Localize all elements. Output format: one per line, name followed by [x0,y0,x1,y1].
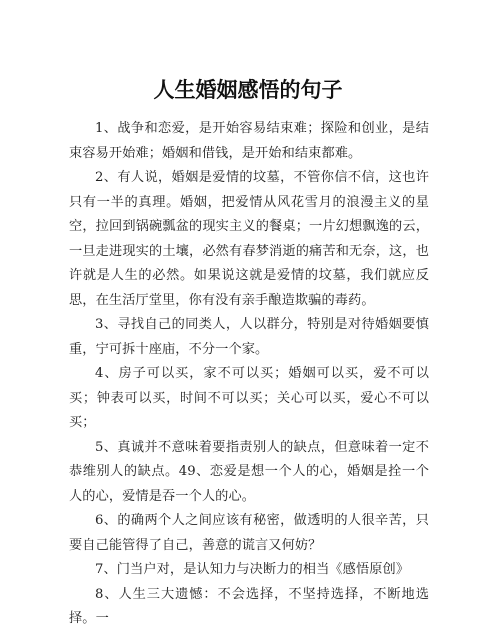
paragraph-1: 1、战争和恋爱，是开始容易结束难；探险和创业，是结束容易开始难；婚姻和借钱，是开始和结束都难。 [69,121,429,161]
paragraph-3: 3、寻找自己的同类人，人以群分，特别是对待婚姻要慎重，宁可拆十座庙，不分一个家。 [69,317,429,357]
paragraph-2: 2、有人说，婚姻是爱情的坟墓，不管你信不信，这也许只有一半的真理。婚姻，把爱情从风花雪月的浪漫主义的星空，拉回到锅碗瓢盆的现实主义的餐桌；一片幻想飘逸的云，一旦走进现实的土壤，必然有春梦消逝的痛苦和无奈，这，也许就是人生的必然。如果说这就是爱情的坟墓，我们就应反思，在生活厅堂里，你有没有亲手酿造欺骗的毒药。 [69,170,429,308]
document-title: 人生婚姻感悟的句子 [153,78,343,102]
paragraph-8: 8、人生三大遗憾：不会选择，不坚持选择，不断地选择。一 [69,586,429,626]
paragraph-7: 7、门当户对，是认知力与决断力的相当《感悟原创》 [95,562,410,577]
document-body [69,117,429,632]
paragraph-4: 4、房子可以买，家不可以买；婚姻可以买，爱不可以买；钟表可以买，时间不可以买；关心可以买，爱心不可以买； [69,366,429,430]
paragraph-6: 6、的确两个人之间应该有秘密，做透明的人很辛苦，只要自己能管得了自己，善意的谎言又何妨？ [69,513,429,553]
paragraph-5: 5、真诚并不意味着要指责别人的缺点，但意味着一定不恭维别人的缺点。49、恋爱是想一个人的心，婚姻是拴一个人的心，爱情是吞一个人的心。 [69,439,429,504]
